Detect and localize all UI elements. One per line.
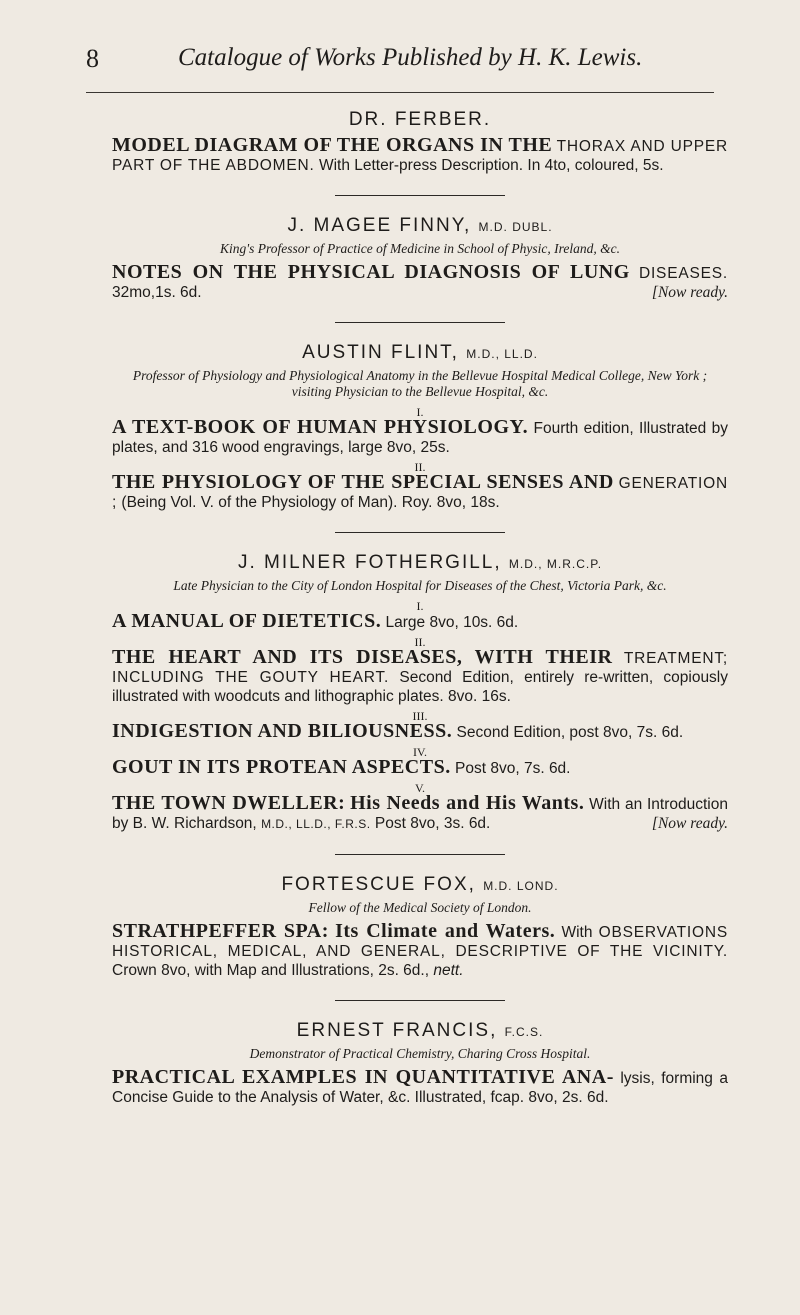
catalogue-entry: MODEL DIAGRAM OF THE ORGANS IN THE THORAX AND UPPER PART OF THE ABDOMEN. With Letter-press Description. In 4to, coloured, 5s. <box>112 134 728 174</box>
work-numeral: II. <box>414 635 426 649</box>
work-numeral: II. <box>414 460 426 474</box>
running-title: Catalogue of Works Published by H. K. Lewis. <box>178 44 643 71</box>
author-affiliation: Demonstrator of Practical Chemistry, Charing Cross Hospital. <box>249 1046 591 1061</box>
author-section-fox <box>112 873 728 980</box>
page-number: 8 <box>86 44 99 73</box>
author-section-francis <box>112 1019 728 1107</box>
author-name: FORTESCUE FOX, M.D. LOND. <box>281 874 559 895</box>
author-affiliation: Professor of Physiology and Physiological Anatomy in the Bellevue Hospital Medical College, New York ; visiting Physician to the Bellevue Hospital, &c. <box>132 368 708 399</box>
author-name: J. MAGEE FINNY, M.D. DUBL. <box>287 215 553 236</box>
catalogue-entry: STRATHPEFFER SPA: Its Climate and Waters. With OBSERVATIONS HISTORICAL, MEDICAL, AND GENERAL, DESCRIPTIVE OF THE VICINITY. Crown 8vo, with Map and Illustrations, 2s. 6d., nett. <box>112 920 728 979</box>
catalogue-entry: NOTES ON THE PHYSICAL DIAGNOSIS OF LUNG DISEASES. 32mo,1s. 6d. [Now ready. <box>112 261 728 301</box>
section-divider <box>335 195 505 196</box>
work-numeral: I. <box>416 599 424 613</box>
catalogue-entry: GOUT IN ITS PROTEAN ASPECTS. Post 8vo, 7s. 6d. <box>112 756 571 778</box>
catalogue-entry: THE HEART AND ITS DISEASES, WITH THEIR TREATMENT; INCLUDING THE GOUTY HEART. Second Edition, entirely re-written, copiously illustrated with woodcuts and lithographic plates. 8vo. 16s. <box>112 646 729 705</box>
author-name: DR. FERBER. <box>348 109 492 130</box>
status-note: [Now ready. <box>651 284 728 301</box>
author-name: ERNEST FRANCIS, F.C.S. <box>296 1020 544 1041</box>
author-section-fothergill <box>112 551 728 834</box>
author-affiliation: Fellow of the Medical Society of London. <box>308 900 532 915</box>
running-header <box>0 44 800 84</box>
work-numeral: I. <box>416 405 424 419</box>
section-divider <box>335 854 505 855</box>
catalogue-entry: THE PHYSIOLOGY OF THE SPECIAL SENSES AND GENERATION ; (Being Vol. V. of the Physiology of Man). Roy. 8vo, 18s. <box>112 471 728 511</box>
work-numeral: III. <box>412 709 428 723</box>
work-numeral: IV. <box>412 745 428 759</box>
author-affiliation: Late Physician to the City of London Hospital for Diseases of the Chest, Victoria Park, &c. <box>173 578 667 593</box>
section-divider <box>335 532 505 533</box>
catalogue-column <box>112 104 728 1107</box>
catalogue-entry: PRACTICAL EXAMPLES IN QUANTITATIVE ANA- lysis, forming a Concise Guide to the Analysis of Water, &c. Illustrated, fcap. 8vo, 2s. 6d. <box>112 1066 728 1106</box>
author-section-ferber <box>112 108 728 175</box>
section-divider <box>335 322 505 323</box>
header-rule <box>86 92 714 93</box>
catalogue-entry: INDIGESTION AND BILIOUSNESS. Second Edition, post 8vo, 7s. 6d. <box>112 720 684 742</box>
catalogue-entry: A TEXT-BOOK OF HUMAN PHYSIOLOGY. Fourth edition, Illustrated by plates, and 316 wood engravings, large 8vo, 25s. <box>112 416 728 456</box>
catalogue-entry: A MANUAL OF DIETETICS. Large 8vo, 10s. 6d. <box>112 610 519 632</box>
author-name: AUSTIN FLINT, M.D., LL.D. <box>302 342 538 363</box>
author-section-flint <box>112 341 728 512</box>
author-affiliation: King's Professor of Practice of Medicine in School of Physic, Ireland, &c. <box>219 241 621 256</box>
author-name: J. MILNER FOTHERGILL, M.D., M.R.C.P. <box>237 552 603 573</box>
author-section-finny <box>112 214 728 302</box>
work-numeral: V. <box>414 781 426 795</box>
status-note: [Now ready. <box>651 815 728 832</box>
catalogue-entry: THE TOWN DWELLER: His Needs and His Wants. With an Introduction by B. W. Richardson, M.D., LL.D., F.R.S. Post 8vo, 3s. 6d. [Now ready. <box>112 792 728 832</box>
section-divider <box>335 1000 505 1001</box>
